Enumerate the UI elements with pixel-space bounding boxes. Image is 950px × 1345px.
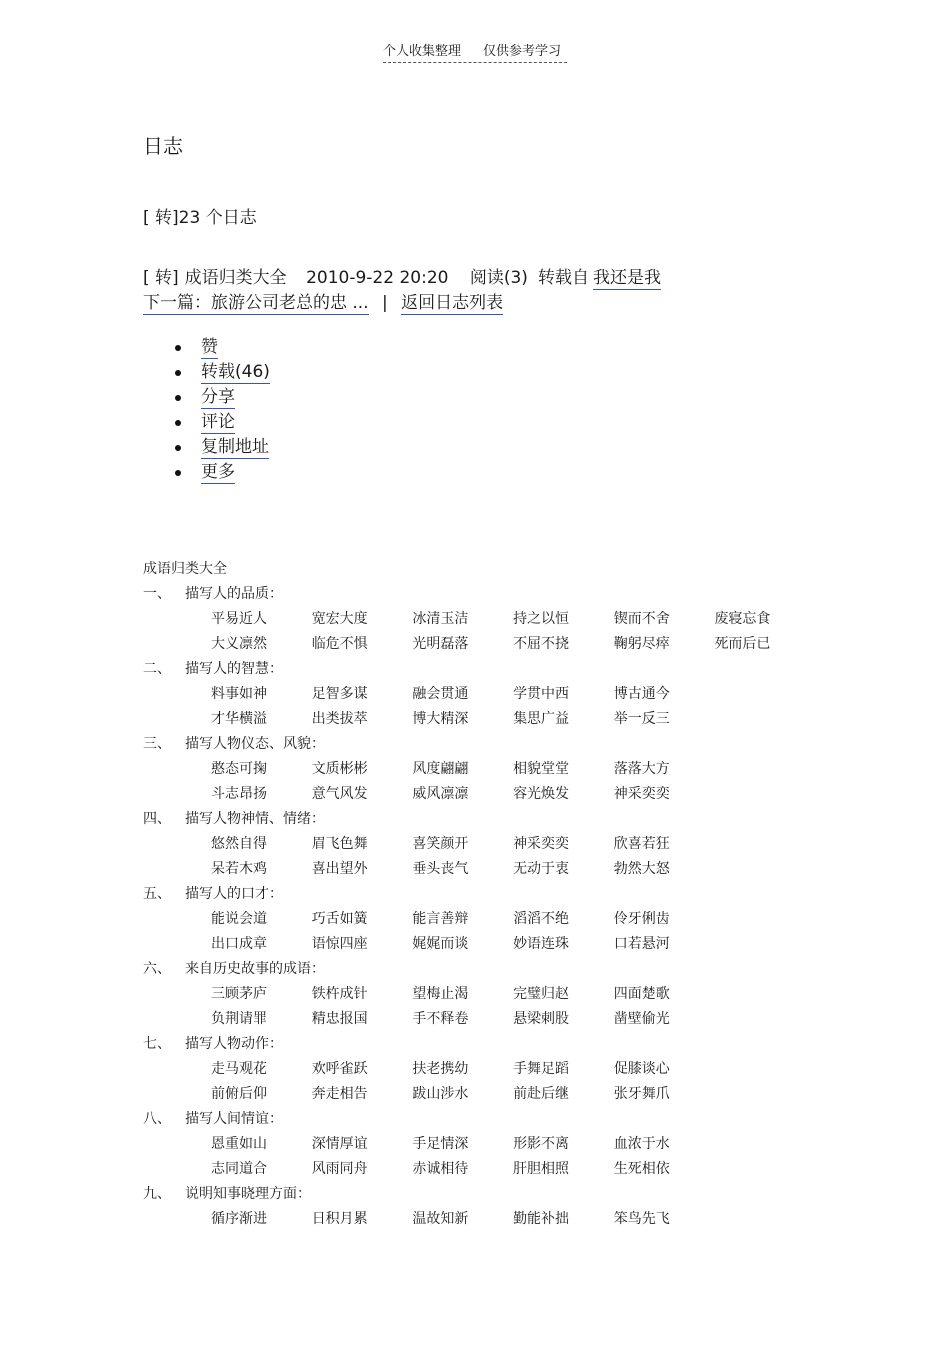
back-to-list-link[interactable]: 返回日志列表 [401,293,504,313]
category-number: 二、 [143,661,171,677]
category-label: 说明知事晓理方面： [185,1186,311,1202]
page-header [383,40,567,63]
idiom-item: 平易近人 [211,611,267,627]
idiom-item: 跋山涉水 [412,1086,469,1102]
idiom-item: 博大精深 [412,711,469,727]
idiom-item: 临危不惧 [311,636,368,652]
idiom-item: 容光焕发 [513,786,570,802]
idiom-item: 集思广益 [513,711,570,727]
idiom-item: 才华横溢 [211,711,267,727]
repost-tag: [ 转] [143,268,179,288]
idiom-item: 欢呼雀跃 [311,1061,368,1077]
idiom-item: 促膝谈心 [613,1061,670,1077]
idiom-item: 能言善辩 [412,911,469,927]
source-prefix: 转载自 [537,268,589,288]
idiom-item: 不屈不挠 [513,636,570,652]
category-number: 七、 [143,1036,171,1052]
category-number: 五、 [143,886,171,902]
idiom-item: 鞠躬尽瘁 [613,636,670,652]
idiom-item: 落落大方 [613,761,670,777]
comment-link[interactable]: 评论 [201,412,235,432]
idiom-row [143,782,815,807]
idiom-item: 望梅止渴 [412,986,469,1002]
idiom-item: 深情厚谊 [311,1136,368,1152]
idiom-item: 眉飞色舞 [311,836,368,852]
action-item-copy-address [175,435,270,460]
category-number: 九、 [143,1186,171,1202]
idiom-item: 娓娓而谈 [412,936,469,952]
idiom-content [143,557,815,1232]
idiom-item: 恩重如山 [211,1136,267,1152]
content-title: 成语归类大全 [143,561,227,577]
idiom-item: 神采奕奕 [513,836,570,852]
idiom-item: 举一反三 [613,711,670,727]
idiom-item: 相貌堂堂 [513,761,570,777]
action-item-like [175,335,270,360]
category-number: 四、 [143,811,171,827]
like-link[interactable]: 赞 [201,337,218,357]
post-datetime: 2010-9-22 20:20 [306,268,449,288]
idiom-item: 肝胆相照 [513,1161,570,1177]
idiom-item: 铁杵成针 [311,986,368,1002]
idiom-item: 张牙舞爪 [613,1086,670,1102]
category-heading [143,732,815,757]
post-meta [143,263,661,288]
idiom-item: 威风凛凛 [412,786,469,802]
idiom-item: 赤诚相待 [412,1161,469,1177]
idiom-item: 死而后已 [714,636,771,652]
idiom-item: 四面楚歌 [613,986,670,1002]
idiom-item: 手不释卷 [412,1011,469,1027]
action-item-comment [175,410,270,435]
category-label: 描写人间情谊： [185,1111,283,1127]
category-label: 描写人的口才： [185,886,283,902]
idiom-item: 笨鸟先飞 [613,1211,670,1227]
idiom-item: 日积月累 [311,1211,368,1227]
idiom-item: 勃然大怒 [613,861,670,877]
action-item-repost [175,360,270,385]
copy-address-link[interactable]: 复制地址 [201,437,269,457]
idiom-item: 语惊四座 [311,936,368,952]
next-post-link[interactable]: 下一篇：旅游公司老总的忠 ... [143,293,369,313]
idiom-item: 融会贯通 [412,686,469,702]
idiom-item: 能说会道 [211,911,267,927]
idiom-item: 风度翩翩 [412,761,469,777]
read-count: 阅读(3) [469,268,528,288]
idiom-item: 出类拔萃 [311,711,368,727]
idiom-item: 巧舌如簧 [311,911,368,927]
idiom-item: 口若悬河 [613,936,670,952]
idiom-item: 憨态可掬 [211,761,267,777]
category-label: 描写人物仪态、风貌： [185,736,325,752]
idiom-row [143,682,815,707]
idiom-item: 神采奕奕 [613,786,670,802]
category-heading [143,1032,815,1057]
idiom-item: 欣喜若狂 [613,836,670,852]
idiom-row [143,932,815,957]
category-label: 描写人的智慧： [185,661,283,677]
idiom-item: 血浓于水 [613,1136,670,1152]
idiom-item: 完璧归赵 [513,986,570,1002]
idiom-row [143,832,815,857]
idiom-row [143,857,815,882]
idiom-item: 走马观花 [211,1061,267,1077]
idiom-row [143,1057,815,1082]
category-heading [143,1182,815,1207]
article-title: 成语归类大全 [184,268,287,288]
idiom-row [143,1132,815,1157]
idiom-item: 冰清玉洁 [412,611,469,627]
idiom-item: 喜出望外 [311,861,368,877]
idiom-item: 精忠报国 [311,1011,368,1027]
category-label: 描写人的品质： [185,586,283,602]
idiom-item: 料事如神 [211,686,267,702]
category-heading [143,582,815,607]
idiom-item: 手足情深 [412,1136,469,1152]
idiom-item: 学贯中西 [513,686,570,702]
nav-separator: | [382,293,388,313]
action-item-share [175,385,270,410]
idiom-item: 妙语连珠 [513,936,570,952]
idiom-item: 凿壁偷光 [613,1011,670,1027]
idiom-item: 志同道合 [211,1161,267,1177]
idiom-item: 锲而不舍 [613,611,670,627]
idiom-item: 形影不离 [513,1136,570,1152]
idiom-item: 前俯后仰 [211,1086,267,1102]
idiom-item: 扶老携幼 [412,1061,469,1077]
category-heading [143,657,815,682]
idiom-item: 持之以恒 [513,611,570,627]
idiom-item: 意气风发 [311,786,368,802]
idiom-row [143,632,815,657]
idiom-item: 大义凛然 [211,636,267,652]
idiom-item: 循序渐进 [211,1211,267,1227]
idiom-row [143,907,815,932]
idiom-item: 生死相依 [613,1161,670,1177]
idiom-item: 呆若木鸡 [211,861,267,877]
action-list [175,335,270,485]
idiom-row [143,607,815,632]
idiom-item: 滔滔不绝 [513,911,570,927]
category-label: 描写人物神情、情绪： [185,811,325,827]
post-subtitle: [ 转]23 个日志 [143,208,257,228]
idiom-item: 斗志昂扬 [211,786,267,802]
more-link[interactable]: 更多 [201,462,235,482]
idiom-item: 三顾茅庐 [211,986,267,1002]
category-heading [143,807,815,832]
post-navigation [143,288,503,313]
category-heading [143,1107,815,1132]
share-link[interactable]: 分享 [201,387,235,407]
idiom-item: 喜笑颜开 [412,836,469,852]
category-number: 六、 [143,961,171,977]
category-label: 描写人物动作： [185,1036,283,1052]
idiom-item: 前赴后继 [513,1086,570,1102]
idiom-item: 伶牙俐齿 [613,911,670,927]
idiom-item: 温故知新 [412,1211,469,1227]
action-item-more [175,460,270,485]
idiom-item: 悠然自得 [211,836,267,852]
idiom-item: 勤能补拙 [513,1211,570,1227]
idiom-row [143,982,815,1007]
idiom-item: 手舞足蹈 [513,1061,570,1077]
source-link[interactable]: 我还是我 [592,268,661,288]
category-label: 来自历史故事的成语： [185,961,325,977]
idiom-row [143,1007,815,1032]
category-list [143,582,815,1232]
page-title: 日志 [143,134,183,158]
idiom-row [143,1157,815,1182]
idiom-item: 博古通今 [613,686,670,702]
idiom-row [143,707,815,732]
idiom-item: 足智多谋 [311,686,368,702]
idiom-item: 光明磊落 [412,636,469,652]
idiom-item: 负荆请罪 [211,1011,267,1027]
idiom-row [143,757,815,782]
idiom-item: 风雨同舟 [311,1161,368,1177]
category-number: 一、 [143,586,171,602]
idiom-item: 文质彬彬 [311,761,368,777]
category-number: 三、 [143,736,171,752]
idiom-item: 废寝忘食 [714,611,771,627]
category-heading [143,957,815,982]
idiom-row [143,1082,815,1107]
idiom-item: 奔走相告 [311,1086,368,1102]
idiom-item: 出口成章 [211,936,267,952]
header-right-text: 仅供参考学习 [483,44,562,59]
idiom-item: 悬梁刺股 [513,1011,570,1027]
header-left-text: 个人收集整理 [383,44,462,59]
idiom-item: 垂头丧气 [412,861,469,877]
idiom-item: 无动于衷 [513,861,570,877]
idiom-row [143,1207,815,1232]
category-heading [143,882,815,907]
repost-link[interactable]: 转载(46) [201,362,270,382]
idiom-item: 宽宏大度 [311,611,368,627]
category-number: 八、 [143,1111,171,1127]
